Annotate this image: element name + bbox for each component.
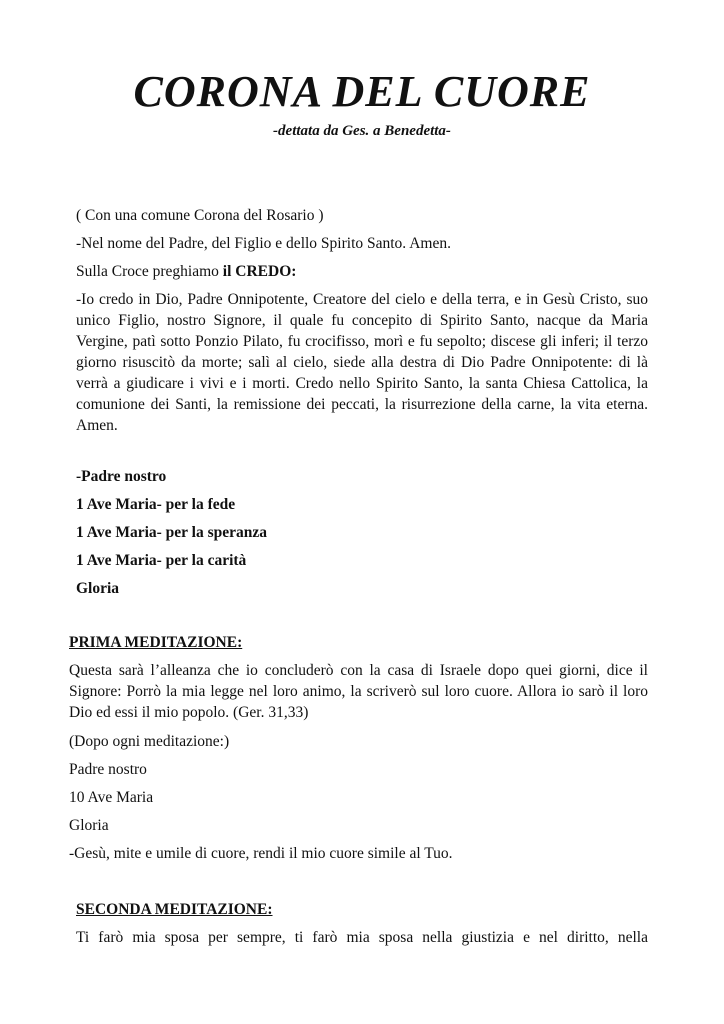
intro-con-corona: ( Con una comune Corona del Rosario )	[76, 207, 324, 224]
prima-heading: PRIMA MEDITAZIONE:	[69, 634, 243, 651]
document-subtitle: -dettata da Ges. a Benedetta-	[273, 123, 451, 139]
prayer-gloria: Gloria	[76, 580, 120, 597]
document-title: CORONA DEL CUORE	[133, 67, 591, 116]
prayer-ave-carita: 1 Ave Maria- per la carità	[76, 552, 247, 569]
seconda-heading: SECONDA MEDITAZIONE:	[76, 901, 273, 918]
seconda-text: Ti farò mia sposa per sempre, ti farò mia sposa nella giustizia e nel diritto, nella	[76, 929, 648, 946]
croce-prefix: Sulla Croce preghiamo	[76, 263, 219, 280]
credo-text: -Io credo in Dio, Padre Onnipotente, Creatore del cielo e della terra, e in Gesù Cristo, suo unico Figlio, nostro Signore, il quale fu concepito di Spirito Santo, nacque da Maria Vergine, patì sotto Ponzio Pilato, fu crocifisso, morì e fu sepolto; discese gli inferi; il terzo giorno risuscitò da morte; salì al cielo, siede alla destra di Dio Padre Onnipotente: di là verrà a giudicare i vivi e i morti. Credo nello Spirito Santo, la santa Chiesa Cattolica, la comunione dei Santi, la remissione dei peccati, la risurrezione della carne, la vita eterna. Amen.	[76, 291, 648, 434]
prayer-ave-fede: 1 Ave Maria- per la fede	[76, 496, 236, 513]
intro-sulla-croce	[76, 261, 296, 282]
prima-padre-nostro: Padre nostro	[69, 761, 147, 778]
prayer-padre-nostro: -Padre nostro	[76, 468, 167, 485]
prima-dopo: (Dopo ogni meditazione:)	[69, 733, 230, 750]
prima-gesu: -Gesù, mite e umile di cuore, rendi il mio cuore simile al Tuo.	[69, 845, 453, 862]
prima-ave-maria: 10 Ave Maria	[69, 789, 154, 806]
intro-nel-nome: -Nel nome del Padre, del Figlio e dello Spirito Santo. Amen.	[76, 235, 451, 252]
prima-text: Questa sarà l’alleanza che io concluderò con la casa di Israele dopo quei giorni, dice il Signore: Porrò la mia legge nel loro animo, la scriverò sul loro cuore. Allora io sarò il loro Dio ed essi il mio popolo. (Ger. 31,33)	[69, 662, 648, 721]
prima-gloria: Gloria	[69, 817, 109, 834]
prayer-ave-speranza: 1 Ave Maria- per la speranza	[76, 524, 267, 541]
credo-label: il CREDO:	[222, 263, 297, 280]
